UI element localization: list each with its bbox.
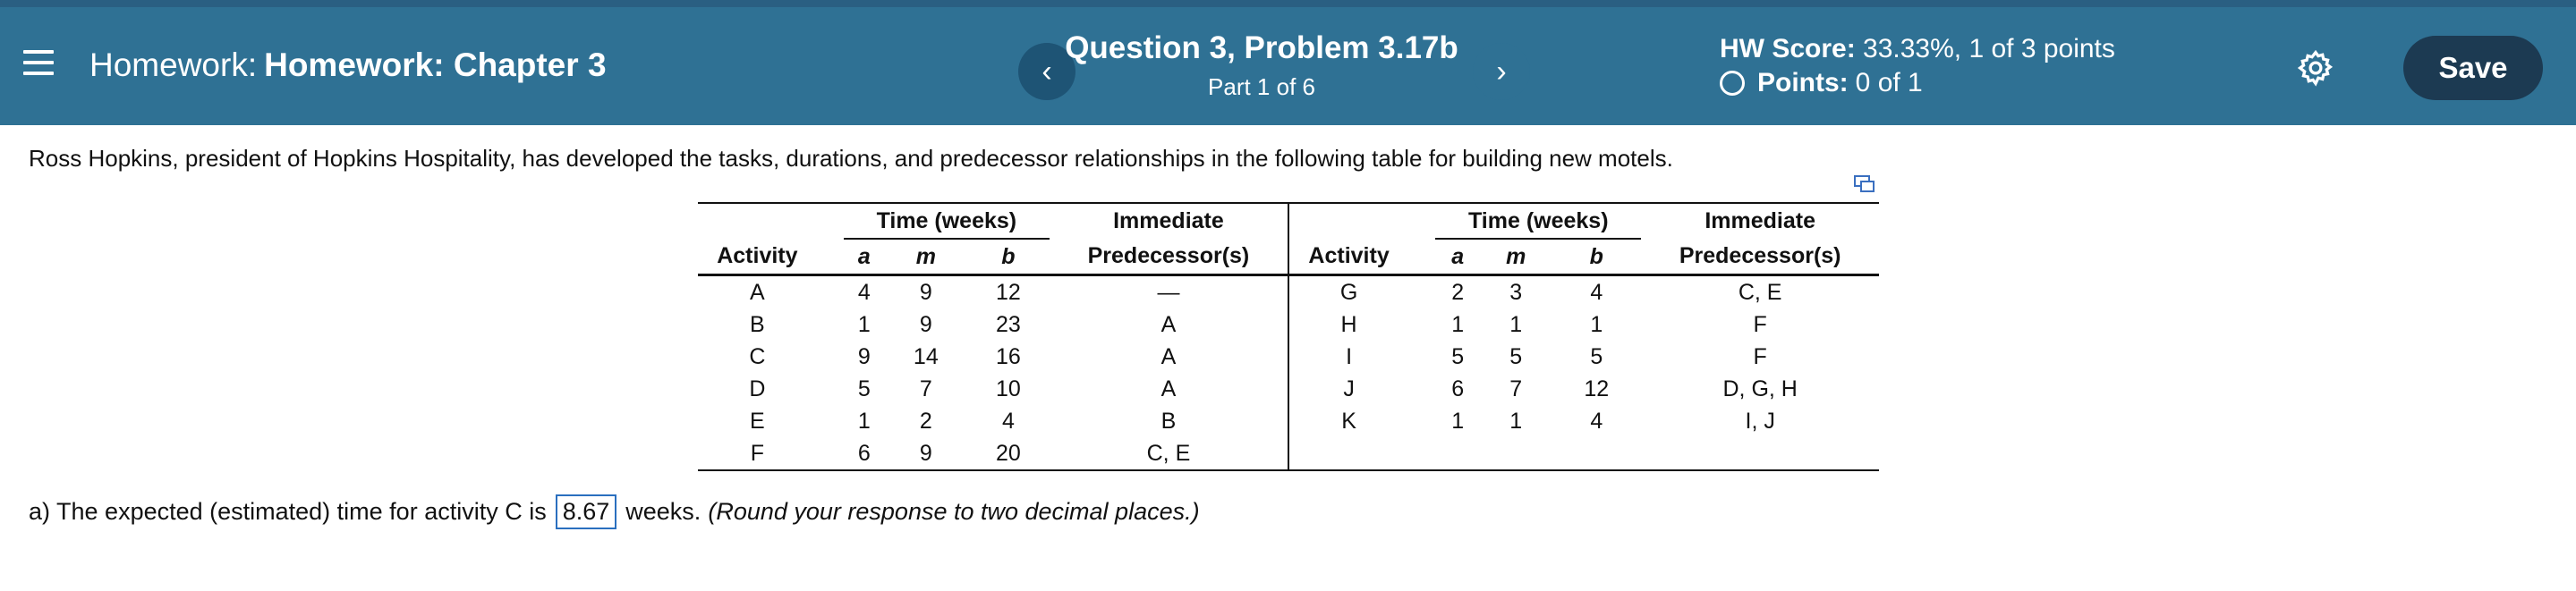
b-cell: 20 — [967, 437, 1050, 470]
m-cell: 14 — [913, 343, 939, 369]
a-cell: 5 — [1451, 343, 1465, 369]
chevron-left-icon: ‹ — [1041, 54, 1052, 89]
pred-cell: F — [1753, 311, 1767, 337]
activity-header: Activity — [698, 239, 817, 275]
b-cell: 12 — [1584, 376, 1610, 401]
a-cell: 2 — [1451, 279, 1465, 305]
activity-cell: E — [750, 408, 765, 434]
question-info — [1065, 30, 1458, 101]
pred-cell: C, E — [1738, 279, 1782, 305]
activity-cell: F — [698, 437, 817, 470]
m-cell: 9 — [885, 437, 967, 470]
hw-score-label: HW Score: — [1720, 34, 1856, 63]
pred-cell: I, J — [1745, 408, 1775, 434]
problem-intro: Ross Hopkins, president of Hopkins Hospitality, has developed the tasks, durations, and predecessor relationships in the following table for building new motels. — [29, 145, 1673, 172]
menu-icon[interactable] — [23, 50, 54, 79]
homework-name: Homework: Chapter 3 — [264, 46, 607, 83]
activity-cell: K — [1341, 408, 1356, 434]
points-circle-icon — [1720, 71, 1745, 96]
b-cell: 5 — [1590, 343, 1603, 369]
b-cell: 4 — [1001, 408, 1015, 434]
a-cell: 1 — [857, 311, 871, 337]
table-row — [698, 437, 1879, 470]
activity-cell: A — [750, 279, 765, 305]
table-row — [698, 308, 1879, 341]
pred-cell: F — [1753, 343, 1767, 369]
a-cell: 9 — [857, 343, 871, 369]
copy-table-icon[interactable] — [1854, 175, 1875, 193]
table-row — [698, 341, 1879, 373]
m-cell: 7 — [919, 376, 932, 401]
points-label: Points: — [1757, 68, 1849, 97]
activity-cell: G — [1339, 279, 1358, 305]
m-header: m — [885, 239, 967, 275]
activity-cell: I — [1346, 343, 1353, 369]
m-cell: 7 — [1509, 376, 1523, 401]
b-cell — [1552, 437, 1641, 470]
m-cell: 9 — [919, 311, 932, 337]
answer-input[interactable]: 8.67 — [556, 494, 617, 529]
question-a — [29, 494, 1200, 529]
m-header: m — [1480, 239, 1552, 275]
a-cell: 6 — [844, 437, 885, 470]
pred-cell: A — [1050, 308, 1288, 341]
question-part: Part 1 of 6 — [1208, 73, 1315, 100]
m-cell: 9 — [919, 279, 932, 305]
pred-header-top: Immediate — [1641, 203, 1879, 239]
m-cell — [1480, 437, 1552, 470]
b-header: b — [1552, 239, 1641, 275]
activity-table — [698, 202, 1879, 471]
b-cell: 23 — [995, 311, 1021, 337]
a-header: a — [844, 239, 885, 275]
m-cell: 1 — [1509, 408, 1523, 434]
pred-cell: C, E — [1050, 437, 1288, 470]
a-cell: 1 — [1451, 311, 1465, 337]
question-a-suffix: weeks. — [625, 498, 701, 525]
time-weeks-header: Time (weeks) — [844, 203, 1050, 239]
points-value: 0 of 1 — [1855, 68, 1923, 97]
next-question-button[interactable] — [1473, 43, 1530, 100]
activity-cell: H — [1340, 311, 1357, 337]
pred-header-bottom: Predecessor(s) — [1050, 239, 1288, 275]
hw-score — [1720, 34, 2115, 64]
activity-cell: J — [1343, 376, 1355, 401]
b-cell: 4 — [1590, 279, 1603, 305]
pred-cell: B — [1050, 405, 1288, 437]
hw-score-value: 33.33%, 1 of 3 points — [1863, 34, 2115, 63]
b-cell: 4 — [1590, 408, 1603, 434]
homework-title — [89, 46, 607, 84]
b-cell: 10 — [995, 376, 1021, 401]
pred-cell: D, G, H — [1722, 376, 1798, 401]
a-header: a — [1435, 239, 1480, 275]
m-cell: 5 — [1509, 343, 1523, 369]
points — [1720, 68, 1923, 98]
a-cell: 5 — [857, 376, 871, 401]
question-title: Question 3, Problem 3.17b — [1065, 30, 1458, 65]
top-strip — [0, 0, 2576, 7]
activity-cell: D — [749, 376, 766, 401]
b-header: b — [967, 239, 1050, 275]
a-cell: 4 — [857, 279, 871, 305]
activity-cell: B — [750, 311, 765, 337]
pred-cell: A — [1050, 373, 1288, 405]
m-cell: 3 — [1509, 279, 1523, 305]
pred-cell: — — [1050, 275, 1288, 309]
question-a-prefix: a) The expected (estimated) time for activity C is — [29, 498, 547, 525]
rounding-hint: (Round your response to two decimal places.) — [708, 498, 1200, 525]
a-cell: 6 — [1451, 376, 1465, 401]
activity-cell — [1288, 437, 1408, 470]
table-row — [698, 275, 1879, 309]
chevron-right-icon: › — [1496, 54, 1507, 89]
pred-cell: A — [1050, 341, 1288, 373]
m-cell: 1 — [1509, 311, 1523, 337]
b-cell: 12 — [995, 279, 1021, 305]
a-cell: 1 — [857, 408, 871, 434]
time-weeks-header: Time (weeks) — [1435, 203, 1641, 239]
header-bar — [0, 7, 2576, 125]
b-cell: 1 — [1590, 311, 1603, 337]
pred-cell — [1641, 437, 1879, 470]
a-cell — [1435, 437, 1480, 470]
activity-header: Activity — [1288, 239, 1408, 275]
b-cell: 16 — [995, 343, 1021, 369]
activity-cell: C — [749, 343, 766, 369]
table-row — [698, 405, 1879, 437]
m-cell: 2 — [919, 408, 932, 434]
pred-header-top: Immediate — [1050, 203, 1288, 239]
a-cell: 1 — [1451, 408, 1465, 434]
save-button[interactable]: Save — [2403, 36, 2543, 100]
pred-header-bottom: Predecessor(s) — [1641, 239, 1879, 275]
homework-prefix: Homework: — [89, 46, 258, 83]
gear-icon[interactable] — [2296, 48, 2335, 88]
table-row — [698, 373, 1879, 405]
